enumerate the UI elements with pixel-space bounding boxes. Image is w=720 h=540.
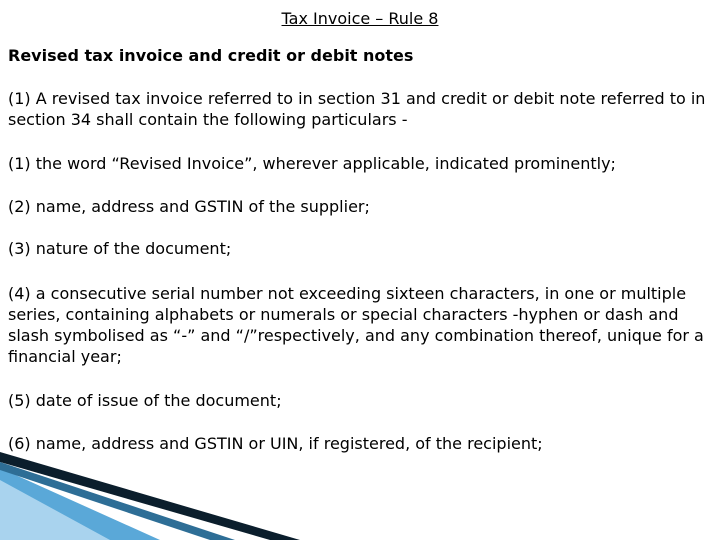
list-item-3: (3) nature of the document;: [8, 239, 232, 258]
list-item-5: (5) date of issue of the document;: [8, 391, 282, 410]
slide-title: Tax Invoice – Rule 8: [281, 9, 439, 28]
list-item-4: (4) a consecutive serial number not exceeding sixteen characters, in one or multiple series, containing alphabets or numerals or special characters -hyphen or dash and slash symbolised as “-” and “/”respectively, and any combination thereof, unique for a financial year;: [8, 284, 704, 366]
section-heading: Revised tax invoice and credit or debit notes: [8, 46, 414, 65]
corner-decoration: [0, 440, 720, 540]
intro-paragraph: (1) A revised tax invoice referred to in section 31 and credit or debit note referred to in section 34 shall contain the following particulars -: [8, 89, 706, 129]
list-item-6: (6) name, address and GSTIN or UIN, if registered, of the recipient;: [8, 434, 543, 453]
list-item-1: (1) the word “Revised Invoice”, wherever applicable, indicated prominently;: [8, 154, 616, 173]
list-item-2: (2) name, address and GSTIN of the supplier;: [8, 197, 370, 216]
